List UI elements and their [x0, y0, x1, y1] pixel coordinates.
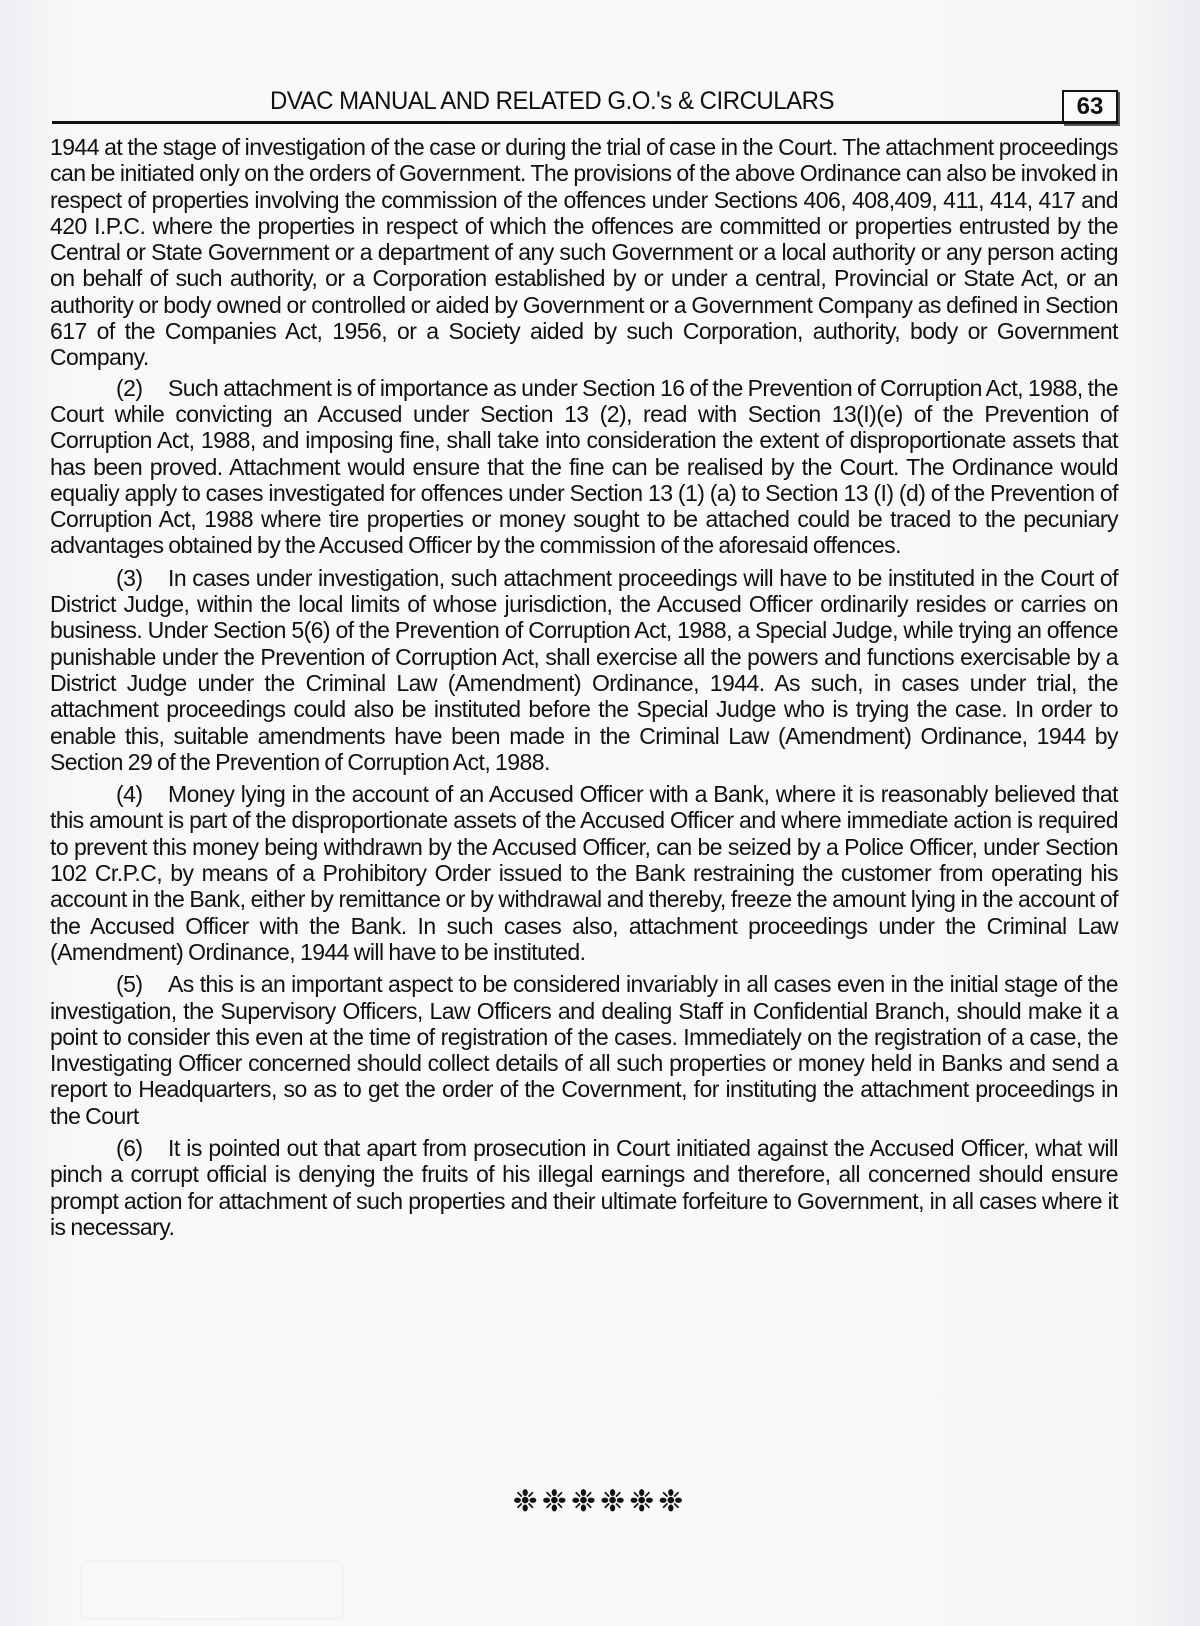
running-header-title: DVAC MANUAL AND RELATED G.O.'s & CIRCULARS	[269, 87, 835, 115]
bleed-through-mark	[80, 1560, 344, 1620]
paragraph-text: It is pointed out that apart from prosecution in Court initiated against the Accused Officer, what will pinch a corrupt official is denying the fruits of his illegal earnings and therefore, all concerned should ensure prompt action for attachment of such properties and their ultimate forfeiture to Government, in all cases where it is necessary.	[50, 1134, 1118, 1240]
paragraph-text: As this is an important aspect to be considered invariably in all cases even in the initial stage of the investigation, the Supervisory Officers, Law Officers and dealing Staff in Confidential Branch, should make it a point to consider this even at the time of registration of the cases. Immediately on the registration of a case, the Investigating Officer concerned should collect details of all such properties or money held in Banks and send a report to Headquarters, so as to get the order of the Covernment, for instituting the attachment proceedings in the Court	[50, 971, 1118, 1129]
paragraph-number: (6)	[116, 1134, 143, 1161]
paragraph-2	[50, 375, 1118, 559]
body-text	[50, 134, 1118, 1246]
end-of-section-asterisks-icon: ❉❉❉❉❉❉	[512, 1485, 688, 1518]
paragraph-number: (4)	[116, 781, 143, 808]
page-header	[52, 86, 1118, 120]
paragraph-number: (2)	[116, 374, 143, 401]
paragraph-text: Such attachment is of importance as under Section 16 of the Prevention of Corruption Act, 1988, the Court while convicting an Accused under Section 13 (2), read with Section 13(I)(e) of the Prevention of Corruption Act, 1988, and imposing fine, shall take into consideration the extent of disproportionate assets that has been proved. Attachment would ensure that the fine can be realised by the Court. The Ordinance would equaliy apply to cases investigated for offences under Section 13 (1) (a) to Section 13 (I) (d) of the Prevention of Corruption Act, 1988 where tire properties or money sought to be attached could be traced to the pecuniary advantages obtained by the Accused Officer by the commission of the aforesaid offences.	[50, 374, 1118, 559]
paragraph-6	[50, 1135, 1118, 1240]
paragraph-continuation	[50, 134, 1118, 371]
paragraph-3	[50, 565, 1118, 775]
page-number-box: 63	[1062, 90, 1118, 124]
paragraph-text: In cases under investigation, such attachment proceedings will have to be instituted in the Court of District Judge, within the local limits of whose jurisdiction, the Accused Officer ordinarily resides or carries on business. Under Section 5(6) of the Prevention of Corruption Act, 1988, a Special Judge, while trying an offence punishable under the Prevention of Corruption Act, shall exercise all the powers and functions exercisable by a District Judge under the Criminal Law (Amendment) Ordinance, 1944. As such, in cases under trial, the attachment proceedings could also be instituted before the Special Judge who is trying the case. In order to enable this, suitable amendments have been made in the Criminal Law (Amendment) Ordinance, 1944 by Section 29 of the Prevention of Corruption Act, 1988.	[50, 564, 1118, 775]
paragraph-text: 1944 at the stage of investigation of the case or during the trial of case in the Court. The attachment proceedings can be initiated only on the orders of Government. The provisions of the above Ordinance can also be invoked in respect of properties involving the commission of the offences under Sections 406, 408,409, 411, 414, 417 and 420 I.P.C. where the properties in respect of which the offences are committed or properties entrusted by the Central or State Government or a department of any such Government or a local authority or any person acting on behalf of such authority, or a Corporation established by or under a central, Provincial or State Act, or an authority or body owned or controlled or aided by Government or a Government Company as defined in Section 617 of the Companies Act, 1956, or a Society aided by such Corporation, authority, body or Government Company.	[50, 134, 1118, 371]
paragraph-number: (5)	[116, 971, 143, 998]
header-rule-divider	[52, 121, 1118, 124]
paragraph-text: Money lying in the account of an Accused Officer with a Bank, where it is reasonably believed that this amount is part of the disproportionate assets of the Accused Officer and where immediate action is required to prevent this money being withdrawn by the Accused Officer, can be seized by a Police Officer, under Section 102 Cr.P.C, by means of a Prohibitory Order issued to the Bank restraining the customer from operating his account in the Bank, either by remittance or by withdrawal and thereby, freeze the amount lying in the account of the Accused Officer with the Bank. In such cases also, attachment proceedings under the Criminal Law (Amendment) Ordinance, 1944 will have to be instituted.	[50, 781, 1118, 965]
paragraph-number: (3)	[116, 564, 143, 591]
paragraph-4	[50, 781, 1118, 965]
paragraph-5	[50, 971, 1118, 1129]
